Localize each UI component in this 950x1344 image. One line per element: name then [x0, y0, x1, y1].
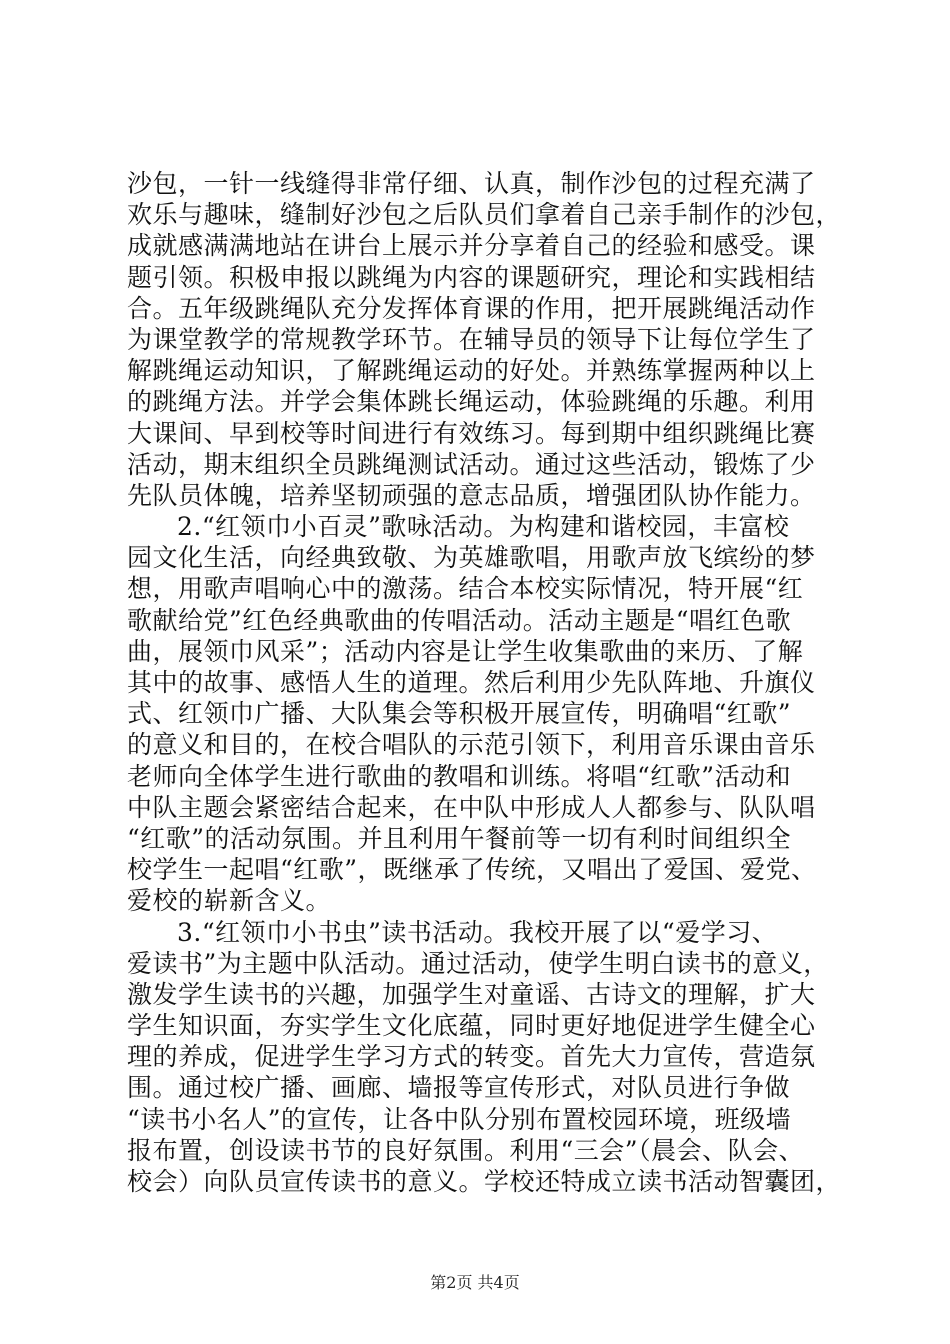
text-line: 合。五年级跳绳队充分发挥体育课的作用，把开展跳绳活动作 [127, 293, 816, 323]
text-line: “读书小名人”的宣传，让各中队分别布置校园环境，班级墙 [127, 1104, 792, 1134]
text-line: 爱读书”为主题中队活动。通过活动，使学生明白读书的意义， [127, 948, 829, 978]
text-line: 成就感满满地站在讲台上展示并分享着自己的经验和感受。课 [127, 231, 816, 261]
text-line: 园文化生活，向经典致敬、为英雄歌唱，用歌声放飞缤纷的梦 [127, 543, 816, 573]
text-line: “红歌”的活动氛围。并且利用午餐前等一切有利时间组织全 [127, 823, 792, 853]
body-text [127, 168, 847, 1197]
text-line: 想，用歌声唱响心中的激荡。结合本校实际情况，特开展“红 [127, 574, 804, 604]
text-line: 理的养成，促进学生学习方式的转变。首先大力宣传，营造氛 [127, 1042, 816, 1072]
text-line: 活动，期末组织全员跳绳测试活动。通过这些活动，锻炼了少 [127, 449, 816, 479]
text-line: 题引领。积极申报以跳绳为内容的课题研究，理论和实践相结 [127, 262, 816, 292]
text-line: 爱校的崭新含义。 [127, 886, 332, 916]
page-number-footer: 第2页 共4页 [430, 1273, 520, 1292]
text-line: 大课间、早到校等时间进行有效练习。每到期中组织跳绳比赛 [127, 418, 816, 448]
text-line: 校会）向队员宣传读书的意义。学校还特成立读书活动智囊团， [127, 1167, 842, 1196]
text-line: 欢乐与趣味，缝制好沙包之后队员们拿着自己亲手制作的沙包， [127, 200, 842, 230]
text-line: 的跳绳方法。并学会集体跳长绳运动，体验跳绳的乐趣。利用 [127, 387, 816, 417]
text-line: 解跳绳运动知识，了解跳绳运动的好处。并熟练掌握两种以上 [127, 356, 816, 386]
text-line: 的意义和目的，在校合唱队的示范引领下，利用音乐课由音乐 [127, 730, 816, 760]
text-line: 学生知识面，夯实学生文化底蕴，同时更好地促进学生健全心 [127, 1011, 816, 1041]
paragraph-start-line: 3.“红领巾小书虫”读书活动。我校开展了以“爱学习、 [177, 917, 778, 947]
text-line: 激发学生读书的兴趣，加强学生对童谣、古诗文的理解，扩大 [127, 979, 816, 1009]
text-line: 校学生一起唱“红歌”，既继承了传统，又唱出了爱国、爱党、 [127, 855, 817, 885]
paragraph-start-line: 2.“红领巾小百灵”歌咏活动。为构建和谐校园，丰富校 [177, 512, 790, 542]
text-line: 围。通过校广播、画廊、墙报等宣传形式，对队员进行争做 [127, 1073, 791, 1103]
text-line: 先队员体魄，培养坚韧顽强的意志品质，增强团队协作能力。 [127, 480, 816, 510]
text-line: 式、红领巾广播、大队集会等积极开展宣传，明确唱“红歌” [127, 699, 792, 729]
text-line: 中队主题会紧密结合起来，在中队中形成人人都参与、队队唱 [127, 792, 816, 822]
text-line: 其中的故事、感悟人生的道理。然后利用少先队阵地、升旗仪 [127, 668, 816, 697]
text-line: 为课堂教学的常规教学环节。在辅导员的领导下让每位学生了 [127, 324, 816, 354]
text-line: 沙包，一针一线缝得非常仔细、认真，制作沙包的过程充满了 [127, 169, 816, 198]
text-line: 老师向全体学生进行歌曲的教唱和训练。将唱“红歌”活动和 [127, 761, 792, 791]
text-line: 曲，展领巾风采”；活动内容是让学生收集歌曲的来历、了解 [127, 636, 804, 666]
text-line: 报布置，创设读书节的良好氛围。利用“三会”（晨会、队会、 [127, 1135, 805, 1165]
text-line: 歌献给党”红色经典歌曲的传唱活动。活动主题是“唱红色歌 [127, 605, 792, 635]
